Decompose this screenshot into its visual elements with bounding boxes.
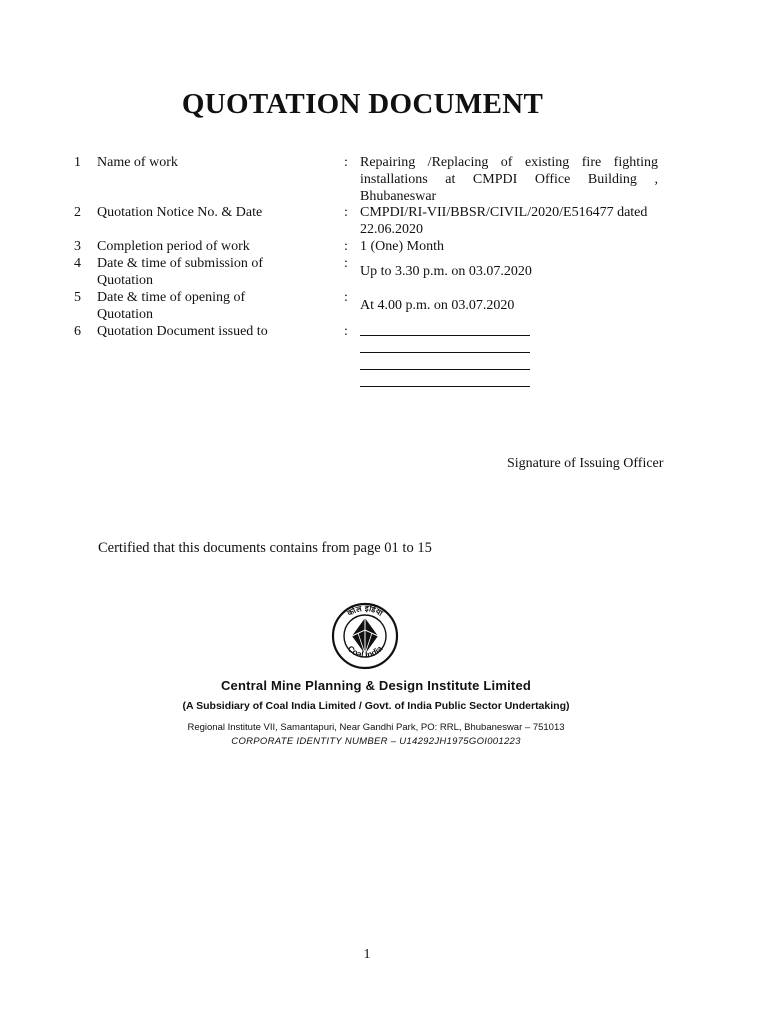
row-colon: : bbox=[344, 155, 348, 170]
svg-text:Coal India: Coal India bbox=[345, 643, 385, 660]
signature-label: Signature of Issuing Officer bbox=[507, 456, 664, 471]
row-value: At 4.00 p.m. on 03.07.2020 bbox=[360, 298, 515, 313]
row-number: 1 bbox=[74, 155, 81, 170]
blank-line bbox=[360, 369, 530, 370]
row-value: 1 (One) Month bbox=[360, 239, 444, 254]
certification-text: Certified that this documents contains from page 01 to 15 bbox=[98, 540, 432, 556]
row-colon: : bbox=[344, 290, 348, 305]
row-value: Repairing /Replacing of existing fire fighting installations at CMPDI Office Building , Bhubaneswar bbox=[360, 155, 658, 204]
coal-india-logo bbox=[330, 600, 400, 670]
blank-line bbox=[360, 386, 530, 387]
row-number: 6 bbox=[74, 324, 81, 339]
blank-line bbox=[360, 335, 530, 336]
row-label: Date & time of opening of Quotation bbox=[97, 290, 246, 322]
row-label: Name of work bbox=[97, 155, 178, 170]
row-value: CMPDI/RI-VII/BBSR/CIVIL/2020/E516477 dated 22.06.2020 bbox=[360, 205, 648, 237]
row-colon: : bbox=[344, 324, 348, 339]
row-label: Date & time of submission of Quotation bbox=[97, 256, 264, 288]
corporate-identity-number: CORPORATE IDENTITY NUMBER – U14292JH1975GOI001223 bbox=[231, 736, 521, 747]
coal-india-logo-icon bbox=[330, 600, 400, 670]
organization-address: Regional Institute VII, Samantapuri, Near Gandhi Park, PO: RRL, Bhubaneswar – 751013 bbox=[187, 722, 565, 733]
row-number: 4 bbox=[74, 256, 81, 271]
organization-name: Central Mine Planning & Design Institute Limited bbox=[220, 678, 532, 693]
row-label: Quotation Document issued to bbox=[97, 324, 268, 339]
document-title: QUOTATION DOCUMENT bbox=[181, 88, 544, 120]
row-number: 2 bbox=[74, 205, 81, 220]
row-label: Quotation Notice No. & Date bbox=[97, 205, 263, 220]
row-value: Up to 3.30 p.m. on 03.07.2020 bbox=[360, 264, 532, 279]
row-colon: : bbox=[344, 256, 348, 271]
row-colon: : bbox=[344, 239, 348, 254]
organization-subsidiary: (A Subsidiary of Coal India Limited / Govt. of India Public Sector Undertaking) bbox=[182, 700, 570, 712]
row-number: 3 bbox=[74, 239, 81, 254]
row-label: Completion period of work bbox=[97, 239, 250, 254]
page-number: 1 bbox=[363, 947, 371, 962]
row-number: 5 bbox=[74, 290, 81, 305]
blank-line bbox=[360, 352, 530, 353]
row-colon: : bbox=[344, 205, 348, 220]
svg-text:कोल इंडिया: कोल इंडिया bbox=[345, 603, 385, 618]
